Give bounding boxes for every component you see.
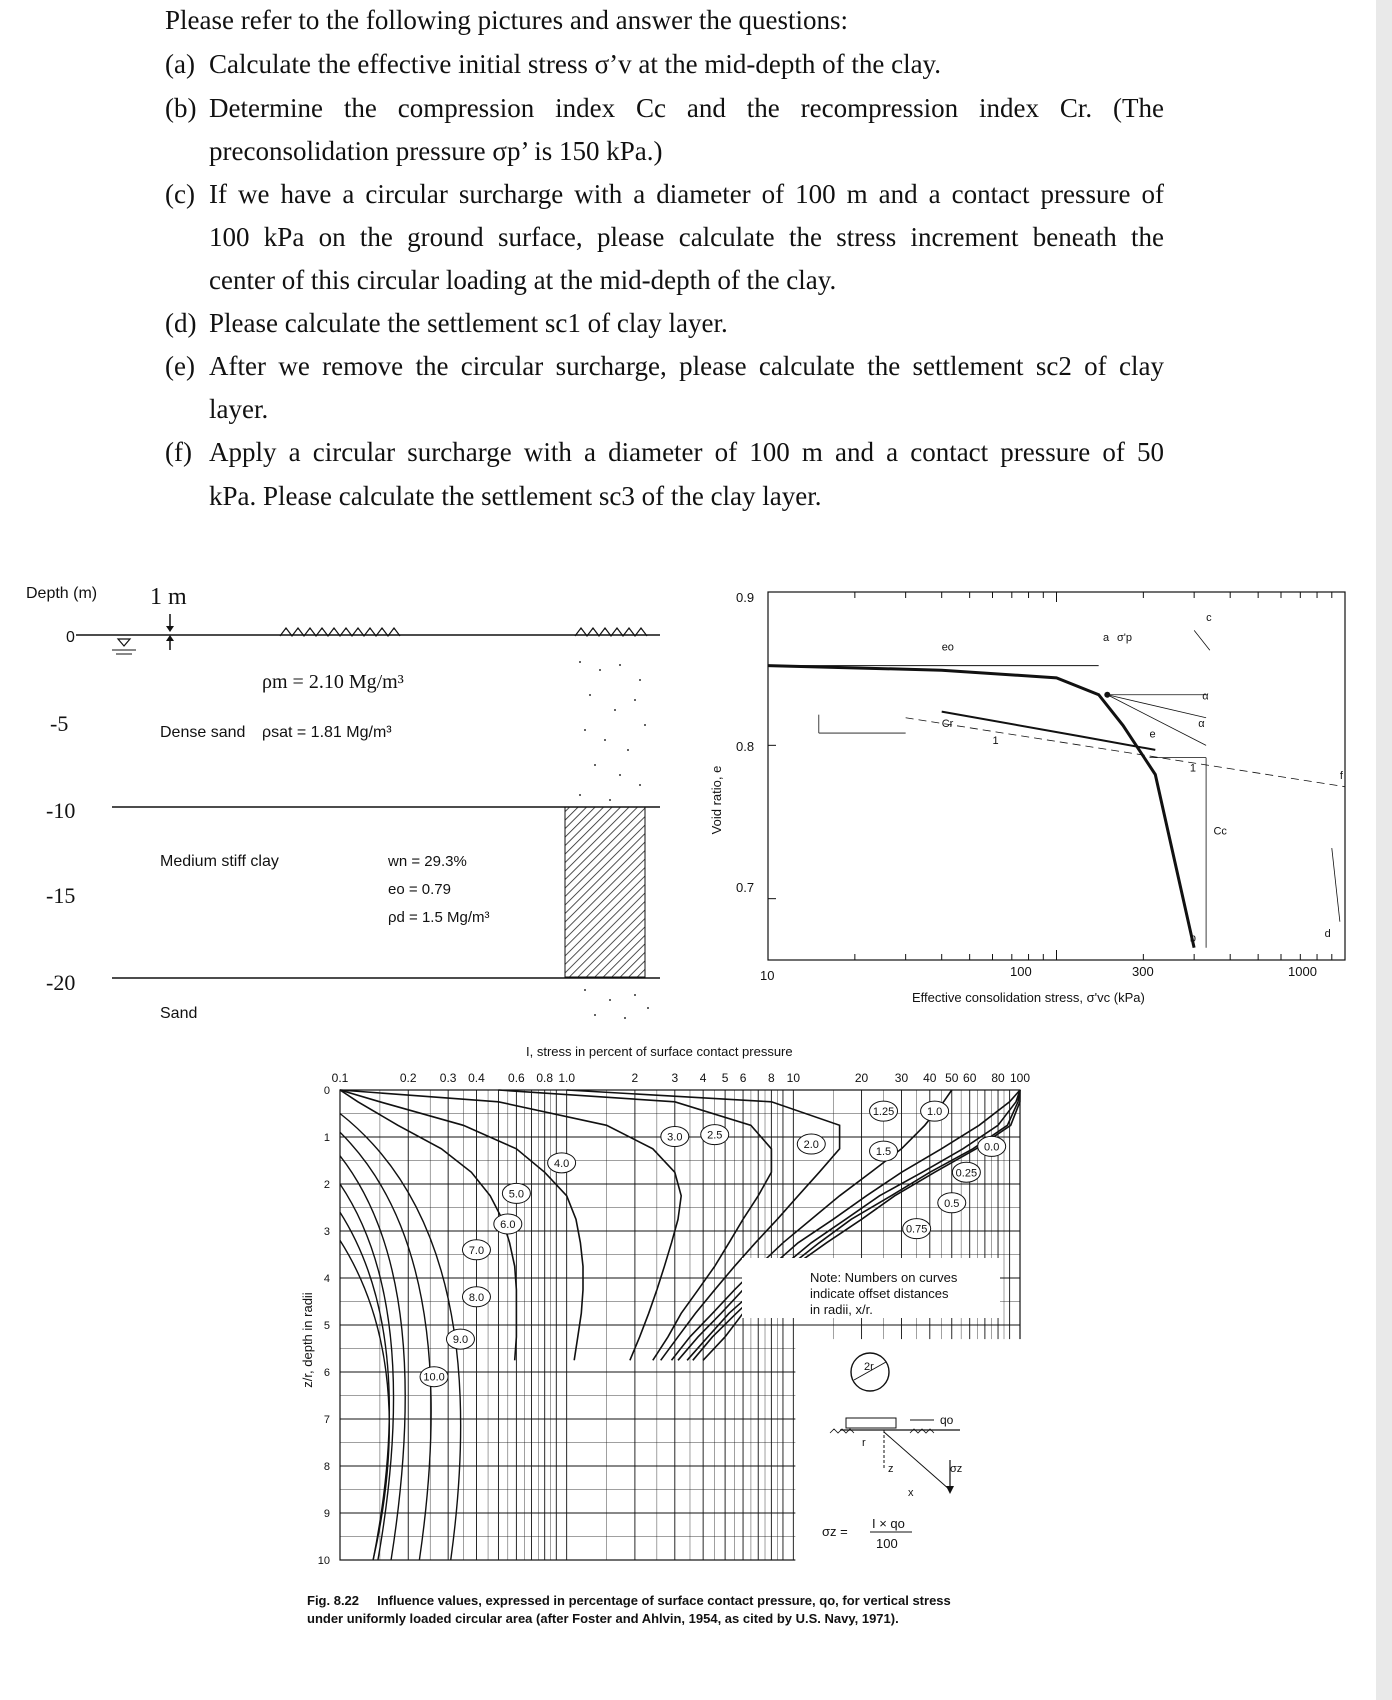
curve-label-6.0: 6.0 <box>500 1218 516 1231</box>
y-tick-0-9: 0.9 <box>736 590 755 605</box>
y-tick-0-7: 0.7 <box>736 880 755 895</box>
rho-sat-label: ρsat = 1.81 Mg/m³ <box>262 724 392 741</box>
influence-chart <box>290 1040 1050 1570</box>
influence-curve-4.0 <box>340 1090 516 1360</box>
i-tick-3: 0.4 <box>468 1071 485 1085</box>
question-b: (b) <box>165 93 197 123</box>
curve-label-0.0: 0.0 <box>984 1141 1000 1154</box>
curve-label-0.25: 0.25 <box>955 1167 978 1180</box>
sand-dots <box>579 661 646 801</box>
water-table-symbol <box>112 639 136 654</box>
svg-text:2r: 2r <box>864 1361 874 1373</box>
annotation-5: 1 <box>992 734 999 747</box>
consol-frame <box>768 592 1345 960</box>
question-c: (c) <box>165 179 195 209</box>
dense-sand-label: Dense sand <box>160 724 246 741</box>
bisector-line <box>1107 695 1206 746</box>
formula-lhs: σz = <box>822 1524 848 1539</box>
influence-curve-outer-5 <box>340 1240 389 1560</box>
question-c-line3: center of this circular loading at the mid-depth of the clay. <box>209 265 837 295</box>
curve-label-4.0: 4.0 <box>553 1157 570 1170</box>
y-tick-0-8: 0.8 <box>736 739 755 754</box>
question-f: (f) <box>165 437 192 467</box>
consol-series-0 <box>768 666 1197 948</box>
svg-text:r: r <box>862 1437 866 1449</box>
note-line-2: indicate offset distances <box>810 1286 949 1301</box>
i-tick-15: 30 <box>894 1071 909 1085</box>
caption-fig: Fig. 8.22 <box>307 1593 360 1608</box>
depth-label-5: -5 <box>50 711 69 736</box>
e0-label: eo = 0.79 <box>388 881 451 898</box>
z-tick-7: 7 <box>323 1414 330 1426</box>
annotation-2: σ'p <box>1116 632 1132 645</box>
i-tick-1: 0.2 <box>399 1071 417 1085</box>
z-tick-5: 5 <box>323 1320 330 1332</box>
question-b-line1: Determine the compression index Cc and the recompression index Cr. (The <box>209 93 1164 123</box>
question-d-text: Please calculate the settlement sc1 of clay layer. <box>209 308 728 338</box>
svg-text:z: z <box>888 1463 894 1475</box>
i-tick-10: 5 <box>721 1071 729 1085</box>
i-tick-14: 20 <box>854 1071 869 1085</box>
medium-clay-label: Medium stiff clay <box>160 853 279 870</box>
c-pointer <box>1194 630 1210 650</box>
curve-label-2.5: 2.5 <box>707 1129 723 1142</box>
annotation-6: e <box>1149 728 1156 741</box>
tangent-line <box>1107 695 1206 718</box>
caption-line-2: under uniformly loaded circular area (after Foster and Ahlvin, 1954, as cited by U.S. Navy, 1971). <box>307 1611 899 1626</box>
influence-x-title: I, stress in percent of surface contact pressure <box>526 1044 793 1059</box>
formula-den: 100 <box>876 1536 898 1551</box>
i-tick-8: 3 <box>671 1071 679 1085</box>
question-e: (e) <box>165 351 195 381</box>
svg-text:x: x <box>908 1487 914 1499</box>
question-c-line1: If we have a circular surcharge with a diameter of 100 m and a contact pressure of <box>209 179 1164 209</box>
curve-label-9.0: 9.0 <box>452 1334 469 1347</box>
i-tick-20: 100 <box>1009 1071 1031 1085</box>
curve-label-2.0: 2.0 <box>803 1139 819 1152</box>
influence-curve-outer-4 <box>340 1212 389 1560</box>
question-a <box>165 44 195 84</box>
figure-caption <box>307 1592 1067 1628</box>
preconsolidation-point <box>1104 692 1110 698</box>
annotation-12: b <box>1189 932 1197 945</box>
annotation-3: c <box>1206 612 1212 625</box>
z-tick-4: 4 <box>323 1273 330 1285</box>
consol-series-1 <box>942 712 1156 750</box>
svg-text:qo: qo <box>940 1413 954 1427</box>
annotation-0: eo <box>941 641 954 654</box>
svg-text:σz: σz <box>950 1463 963 1475</box>
annotation-11: Cc <box>1213 825 1227 838</box>
z-tick-6: 6 <box>323 1367 330 1379</box>
z-tick-8: 8 <box>323 1461 330 1473</box>
z-tick-3: 3 <box>323 1226 330 1238</box>
annotation-13: d <box>1324 928 1331 940</box>
depth-title: Depth (m) <box>26 585 98 602</box>
water-table-note: 1 m <box>150 584 187 610</box>
annotation-8: α <box>1198 717 1205 730</box>
z-tick-9: 9 <box>323 1508 330 1520</box>
annotation-10: f <box>1339 770 1343 783</box>
question-b-line2: preconsolidation pressure σp’ is 150 kPa.) <box>209 136 663 166</box>
d-pointer <box>1332 848 1340 922</box>
annotation-9: 1 <box>1189 762 1197 775</box>
sand-label: Sand <box>160 1005 198 1022</box>
curve-label-3.0: 3.0 <box>667 1131 683 1144</box>
question-f-line1: Apply a circular surcharge with a diameter of 100 m and a contact pressure of 50 <box>209 437 1164 467</box>
annotation-7: α <box>1202 690 1209 703</box>
curve-label-0.75: 0.75 <box>905 1223 928 1236</box>
i-tick-12: 8 <box>768 1071 775 1085</box>
note-box <box>742 1258 1000 1318</box>
i-tick-4: 0.6 <box>508 1071 525 1085</box>
influence-y-title: z/r, depth in radii <box>300 1292 315 1388</box>
note-line-1: Note: Numbers on curves <box>810 1270 958 1285</box>
influence-curve-3.0 <box>340 1090 583 1360</box>
i-tick-2: 0.3 <box>439 1071 457 1085</box>
i-tick-17: 50 <box>945 1071 959 1085</box>
i-tick-5: 0.8 <box>536 1071 554 1085</box>
curve-label-10.0: 10.0 <box>423 1371 445 1384</box>
x-tick-1000: 1000 <box>1288 964 1317 979</box>
influence-curve-outer-2 <box>340 1156 405 1560</box>
i-tick-6: 1.0 <box>558 1071 576 1085</box>
curve-label-8.0: 8.0 <box>468 1291 485 1304</box>
i-tick-0: 0.1 <box>331 1071 349 1085</box>
x-axis-title: Effective consolidation stress, σ'vc (kPa) <box>912 990 1145 1005</box>
i-tick-9: 4 <box>699 1071 707 1085</box>
question-d: (d) <box>165 308 197 338</box>
x-tick-10: 10 <box>760 968 775 983</box>
intro-line: Please refer to the following pictures and answer the questions: <box>165 5 849 35</box>
question-a-tag: (a) <box>165 49 195 79</box>
z-tick-0: 0 <box>323 1085 330 1097</box>
void-ratio-label: Void ratio, e <box>709 765 724 835</box>
caption-line-1: Influence values, expressed in percentage of surface contact pressure, qo, for vertical stress <box>377 1593 951 1608</box>
x-tick-100: 100 <box>1010 964 1032 979</box>
question-f-line2: kPa. Please calculate the settlement sc3 of the clay layer. <box>209 481 822 511</box>
curve-label-1.5: 1.5 <box>875 1146 892 1159</box>
i-tick-16: 40 <box>923 1071 937 1085</box>
clay-hatch <box>565 807 645 977</box>
curve-label-1.0: 1.0 <box>926 1106 943 1119</box>
rho-d-label: ρd = 1.5 Mg/m³ <box>388 909 490 926</box>
depth-label-20: -20 <box>46 970 76 995</box>
z-tick-10: 10 <box>317 1555 330 1567</box>
rho-m-label: ρm = 2.10 Mg/m³ <box>262 671 404 693</box>
curve-label-1.25: 1.25 <box>872 1106 895 1119</box>
i-tick-7: 2 <box>631 1071 639 1085</box>
depth-label-15: -15 <box>46 883 76 908</box>
i-tick-11: 6 <box>739 1071 747 1085</box>
wn-label: wn = 29.3% <box>388 853 467 870</box>
consolidation-chart <box>700 570 1370 1020</box>
i-tick-13: 10 <box>786 1071 801 1085</box>
z-tick-2: 2 <box>323 1179 330 1191</box>
question-e-line1: After we remove the circular surcharge, please calculate the settlement sc2 of clay <box>209 351 1164 381</box>
z-tick-1: 1 <box>323 1132 330 1144</box>
curve-label-7.0: 7.0 <box>468 1244 485 1257</box>
depth-label-10: -10 <box>46 798 76 823</box>
question-a-text: Calculate the effective initial stress σ’v at the mid-depth of the clay. <box>209 49 942 79</box>
curve-label-0.5: 0.5 <box>944 1197 960 1210</box>
scrollbar[interactable] <box>1376 0 1392 1700</box>
note-line-3: in radii, x/r. <box>810 1302 873 1317</box>
annotation-4: Cr <box>941 717 954 730</box>
question-c-line2: 100 kPa on the ground surface, please calculate the stress increment beneath the <box>209 222 1164 252</box>
formula-num: I × qo <box>872 1516 905 1531</box>
question-e-line2: layer. <box>209 394 269 424</box>
i-tick-18: 60 <box>963 1071 977 1085</box>
annotation-1: a <box>1103 632 1110 645</box>
i-tick-19: 80 <box>991 1071 1005 1085</box>
depth-label-0: 0 <box>66 629 75 646</box>
curve-label-5.0: 5.0 <box>508 1188 525 1201</box>
soil-profile <box>0 570 700 1040</box>
x-tick-300: 300 <box>1132 964 1154 979</box>
